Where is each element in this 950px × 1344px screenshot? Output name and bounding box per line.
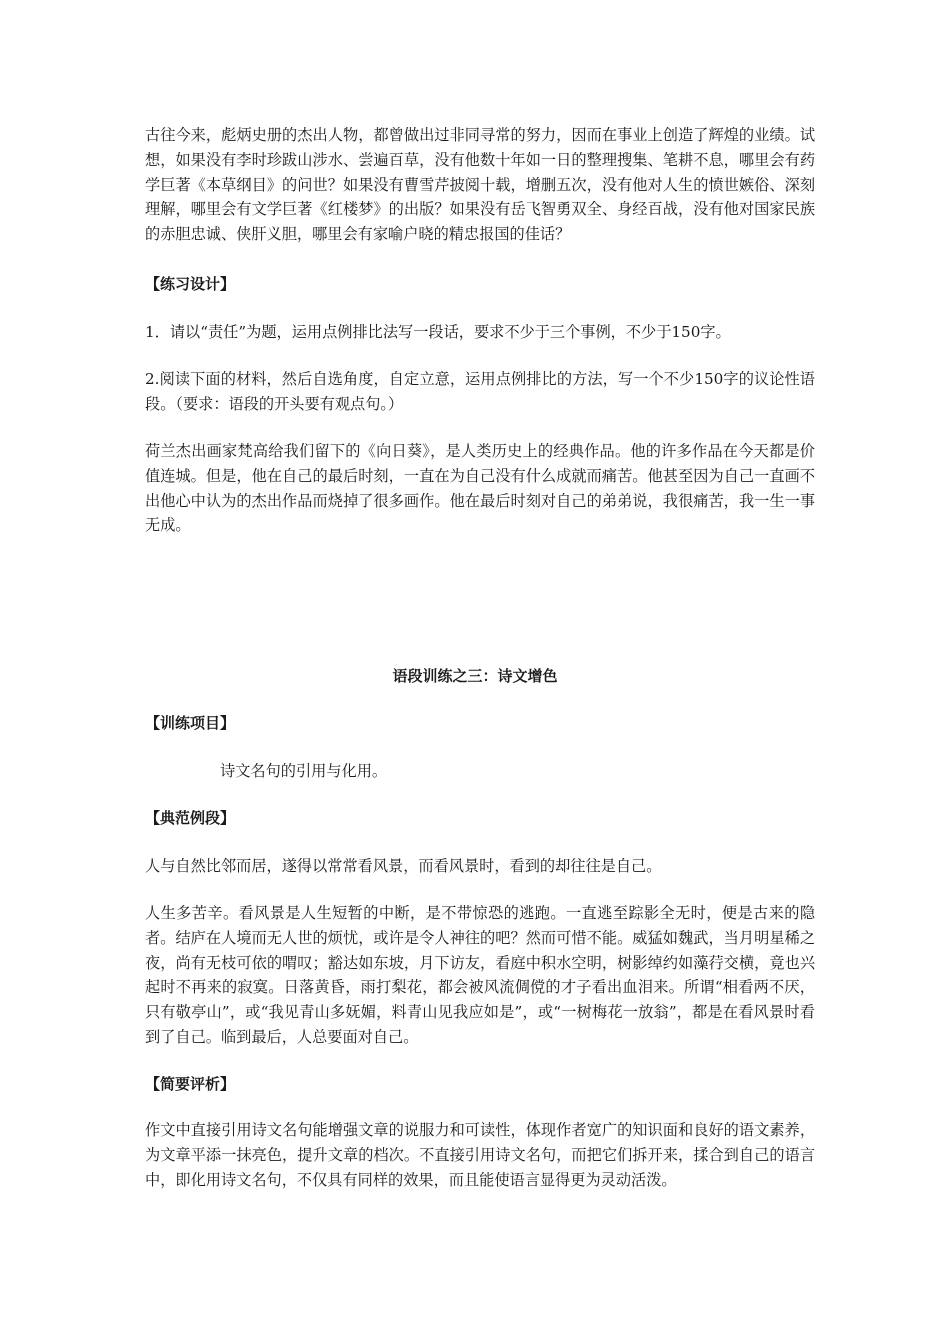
comment-heading: 【简要评析】 (145, 1075, 236, 1093)
exercise-item-1: 1．请以“责任”为题，运用点例排比法写一段话，要求不少于三个事例，不少于150字。 (145, 323, 731, 341)
example-paragraph-2: 人生多苦辛。看风景是人生短暂的中断，是不带惊恐的逃跑。一直逃至踪影全无时，便是古来的隐者。结庐在人境而无人世的烦忧，或许是令人神往的吧？然而可惜不能。威猛如魏武，当月明星稀之夜，尚有无枝可依的喟叹；豁达如东坡，月下访友，看庭中积水空明，树影绰约如藻荇交横，竟也兴起时不再来的寂寞。日落黄昏，雨打梨花，都会被风流倜傥的才子看出血泪来。所谓“相看两不厌，只有敬亭山”，或“我见青山多妩媚，料青山见我应如是”，或“一树梅花一放翁”，都是在看风景时看到了自己。临到最后，人总要面对自己。 (145, 904, 815, 1046)
example-paragraph-1: 人与自然比邻而居，遂得以常常看风景，而看风景时，看到的却往往是自己。 (145, 857, 662, 875)
intro-paragraph: 古往今来，彪炳史册的杰出人物，都曾做出过非同寻常的努力，因而在事业上创造了辉煌的业绩。试想，如果没有李时珍跋山涉水、尝遍百草，没有他数十年如一日的整理搜集、笔耕不息，哪里会有药学巨著《本草纲目》的问世？如果没有曹雪芹披阅十载，增删五次，没有他对人生的愤世嫉俗、深刻理解，哪里会有文学巨著《红楼梦》的出版？如果没有岳飞智勇双全、身经百战，没有他对国家民族的赤胆忠诚、侠肝义胆，哪里会有家喻户晓的精忠报国的佳话？ (145, 126, 815, 244)
material-paragraph: 荷兰杰出画家梵高给我们留下的《向日葵》，是人类历史上的经典作品。他的许多作品在今天都是价值连城。但是，他在自己的最后时刻，一直在为自己没有什么成就而痛苦。他甚至因为自己一直画不出他心中认为的杰出作品而烧掉了很多画作。他在最后时刻对自己的弟弟说，我很痛苦，我一生一事无成。 (145, 442, 815, 535)
exercise-heading: 【练习设计】 (145, 275, 236, 293)
example-heading: 【典范例段】 (145, 809, 236, 827)
training-text: 诗文名句的引用与化用。 (220, 762, 388, 780)
comment-paragraph: 作文中直接引用诗文名句能增强文章的说服力和可读性，体现作者宽广的知识面和良好的语文素养，为文章平添一抹亮色，提升文章的档次。不直接引用诗文名句，而把它们拆开来，揉合到自己的语言中，即化用诗文名句，不仅具有同样的效果，而且能使语言显得更为灵动活泼。 (145, 1121, 815, 1189)
training-heading: 【训练项目】 (145, 714, 236, 732)
section-title: 语段训练之三：诗文增色 (392, 667, 558, 685)
exercise-item-2: 2.阅读下面的材料，然后自选角度，自定立意，运用点例排比的方法，写一个不少150字的议论性语段。（要求：语段的开头要有观点句。） (145, 370, 815, 413)
